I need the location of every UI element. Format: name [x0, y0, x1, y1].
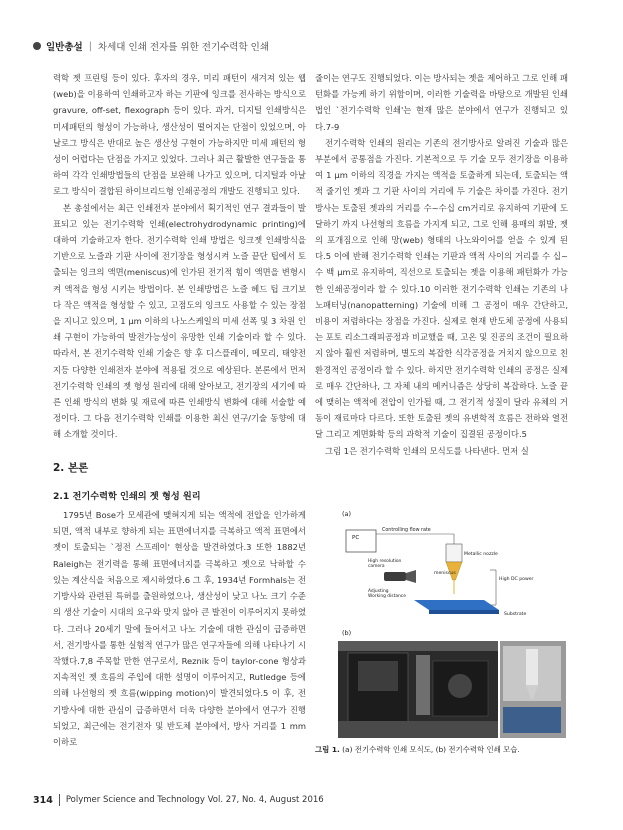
left-paragraph-2: 본 총설에서는 최근 인쇄전자 분야에서 획기적인 연구 결과들이 발표되고 있는 전기수력학 인쇄(electrohydrodynamic printing)에 대하여 기술하고자 한다. 전기수력학 인쇄 방법은 잉크젯 인쇄방식을 기반으로 노즐과 기판 사이에 전기장을 형성시켜 노즐 끝단 팁에서 토출되는 잉크의 액면(meniscus)에 인가된 전기적 힘이 액면을 변형시켜 액적을 형성 시키는 방법이다. 본 인쇄방법은 노즐 헤드 팁 크기보다 작은 액적을 형성할 수 있고, 고점도의 잉크도 사용할 수 있는 장점을 지니고 있으며, 1 μm 이하의 나노스케일의 미세 선폭 및 3 차원 인쇄 구현이 가능하여 발전가능성이 유망한 인쇄 기술이라 할 수 있다. 따라서, 본 전기수력학 인쇄 기술은 향 후 디스플레이, 메모리, 태양전지등 다양한 인쇄전자 분야에 적용될 것으로 예상된다. 본론에서 먼저 전기수력학 인쇄의 젯 형성 원리에 대해 알아보고, 전기장의 세기에 따른 인쇄 방식의 변화 및 재료에 따른 인쇄방식 변화에 대해 서술할 예정이다. 그 다음 전기수력학 인쇄를 이용한 최신 연구/기술 동향에 대해 소개할 것이다.: [53, 202, 306, 440]
left-column: [53, 70, 306, 750]
substrate-top: [414, 600, 499, 610]
adjusting-label-line2: Working distance: [368, 594, 406, 599]
controlling-flow-rate-label: Controlling flow rate: [382, 528, 431, 533]
figure-label-a: (a): [342, 510, 352, 518]
footer-divider: [59, 794, 60, 806]
right-paragraph-1: 줄이는 연구도 진행되었다. 이는 방사되는 젯을 제어하고 그로 인해 패턴화를 가능케 하기 위함이며, 이러한 기술력을 바탕으로 개발된 인쇄법인 `전기수력학 인쇄'는 현재 많은 분야에서 연구가 진행되고 있다.7-9: [315, 73, 568, 132]
right-column: [315, 70, 568, 459]
substrate-label: Substrate: [504, 612, 527, 617]
section-heading: 2. 본론: [53, 461, 89, 474]
pc-label: PC: [352, 535, 360, 541]
figure-label-b: (b): [342, 629, 352, 637]
camera-label-line2: camera: [368, 564, 385, 569]
figure-1: [318, 508, 570, 738]
substrate-side: [429, 610, 499, 614]
right-paragraph-2: 전기수력학 인쇄의 원리는 기존의 전기방사로 알려진 기술과 많은 부분에서 공통점을 가진다. 기본적으로 두 기술 모두 전기장을 이용하여 1 μm 이하의 직경을 가지는 액적을 토출하게 되는데, 토출되는 액적 줄기인 젯과 그 기판 사이의 거리에 두 기술은 차이를 가진다. 전기방사는 토출된 젯과의 거리를 수~수십 cm거리로 유지하여 기판에 도달하기 까지 나선형의 흐름을 가지게 되고, 그로 인해 용매의 휘발, 젯의 포개짐으로 인해 망(web) 형태의 나노와이어를 얻을 수 있게 된다.5 이에 반해 전기수력학 인쇄는 기판과 액적 사이의 거리를 수 십~수 백 μm로 유지하여, 직선으로 토출되는 젯을 이용해 패턴화가 가능한 인쇄공정이라 할 수 있다.10 이러한 전기수력학 인쇄는 기존의 나노패터닝(nanopatterning) 기술에 비해 그 공정이 매우 간단하고, 비용이 저렴하다는 장점을 가진다. 실제로 현재 반도체 공정에 사용되는 포토 리소그래피공정과 비교했을 때, 고온 및 진공의 조건이 필요하지 않아 훨씬 저렴하며, 별도의 복잡한 식각공정을 거치지 않으므로 친환경적인 공정이라 할 수 있다. 하지만 전기수력학 인쇄의 공정은 실제로 매우 간단하나, 그 자체 내의 메커니즘은 상당히 복잡하다. 노즐 끝에 맺히는 액적에 전압이 인가될 때, 그 전기적 성질이 달라 유체의 거동이 재료마다 다르다. 또한 토출된 젯의 유변학적 흐름은 전하와 열전달 그리고 계면화학 등의 과학적 기술이 집결된 공정이다.5: [315, 137, 568, 440]
high-dc-power-label: High DC power: [499, 577, 534, 582]
camera-label-line1: High resolution: [368, 559, 402, 564]
meniscus-label: meniscus: [434, 571, 456, 576]
left-paragraph-1: 력학 젯 프린팅 등이 있다. 후자의 경우, 미리 패턴이 새겨져 있는 웹(web)을 이용하여 인쇄하고자 하는 기판에 잉크를 전사하는 방식으로 gravure, off-set, flexograph 등이 있다. 과거, 디지털 인쇄방식은 미세패턴의 형성이 가능하나, 생산성이 떨어지는 단점이 있었으며, 아날로그 방식은 반대로 높은 생산성 구현이 가능하지만 미세 패턴의 형성이 어렵다는 단점을 가지고 있었다. 그러나 최근 활발한 연구들을 통하여 각각 인쇄방법들의 단점을 보완해 나가고 있으며, 디지털과 아날로그 방식이 결합된 하이브리드형 인쇄공정의 개발도 진행되고 있다.: [53, 73, 306, 197]
setup-photo-illustration: [338, 641, 566, 738]
subsection-heading: 2.1 전기수력학 인쇄의 젯 형성 원리: [53, 490, 201, 502]
header-separator: |: [88, 40, 92, 52]
page-footer: [33, 792, 593, 808]
eh-printing-setup-photo: [338, 641, 566, 738]
camera-body: [384, 572, 406, 581]
caption-label: 그림 1.: [315, 745, 340, 754]
left-paragraph-3: 1795년 Bose가 모세관에 맺혀지게 되는 액적에 전압을 인가하게 되면, 액적 내부로 향하게 되는 표면에너지를 극복하고 액적 표면에서 젯이 토출되는 `정전 스프레이' 현상을 발견하였다.3 또한 1882년 Raleigh는 전기력을 통해 표면에너지를 극복하고 젯으로 낙하할 수 있는 계산식을 처음으로 제시하였다.6 그 후, 1934년 Formhals는 전기방사와 관련된 특허를 출원하였으나, 생산성이 낮고 나노 크기 수준의 생산 기술이 시대의 요구와 맞지 않아 큰 발전이 이루어지지 못하였다. 그러나 20세기 말에 들어서고 나노 기술에 대한 관심이 급증하면서, 전기방사를 통한 실험적 연구가 많은 연구자들에 의해 나타나기 시작했다.7,8 주목할 만한 연구로서, Reznik 등이 taylor-cone 형상과 지속적인 젯 흐름의 주입에 대한 설명이 이루어지고, Rutledge 등에 의해 나선형의 젯 흐름(wipping motion)이 발견되었다.5 이 후, 전기방사에 대한 관심이 급증하면서 더욱 다양한 분야에서 연구가 진행되었고, 최근에는 전기전자 및 반도체 분야에서, 방사 거리를 1 mm 이하로: [53, 510, 306, 747]
right-paragraph-3: 그림 1은 전기수력학 인쇄의 모식도를 나타낸다. 먼저 실: [325, 445, 529, 456]
section-bullet-icon: [33, 42, 41, 50]
metallic-nozzle-label: Metallic nozzle: [464, 552, 498, 557]
page-header: [33, 38, 593, 54]
camera-lens: [406, 570, 416, 583]
eh-printing-schematic: [334, 522, 564, 622]
syringe-body: [446, 544, 462, 562]
journal-info: Polymer Science and Technology Vol. 27, No. 4, August 2016: [65, 795, 324, 805]
adjusting-label-line1: Adjusting: [368, 589, 389, 594]
section-label: 일반총설: [46, 42, 83, 53]
caption-text: (a) 전기수력학 인쇄 모식도, (b) 전기수력학 인쇄 모습.: [339, 745, 520, 754]
pc-box: [346, 530, 376, 552]
figure-caption: [315, 744, 575, 755]
running-title: 차세대 인쇄 전자를 위한 전기수력학 인쇄: [97, 42, 270, 53]
page-number: 314: [33, 794, 53, 806]
